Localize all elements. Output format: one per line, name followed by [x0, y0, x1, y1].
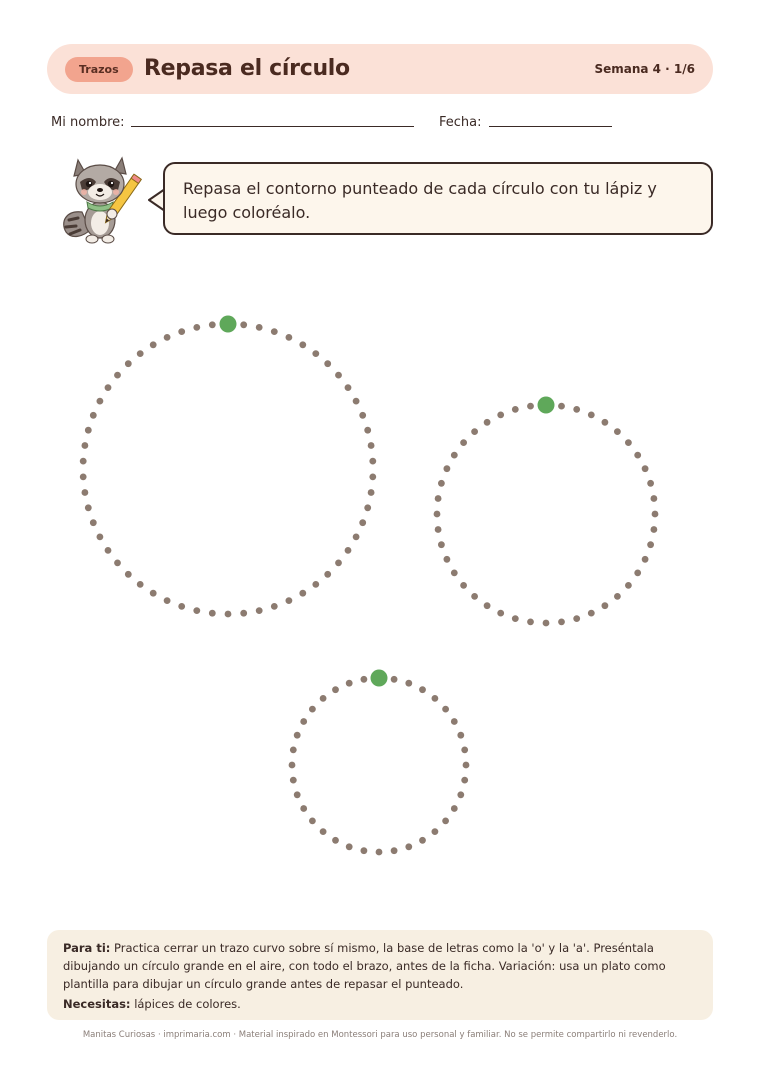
circle-large[interactable] — [80, 316, 376, 618]
trace-dot — [85, 427, 92, 434]
needs-text: lápices de colores. — [134, 997, 241, 1011]
trace-dot — [463, 762, 470, 769]
trace-dot — [353, 398, 360, 405]
trace-dot — [602, 419, 609, 426]
trace-dot — [80, 474, 87, 481]
para-ti-text: Practica cerrar un trazo curvo sobre sí mismo, la base de letras como la 'o' y la 'a'. Preséntala dibujando un círculo grande en el aire, con todo el brazo, antes de la ficha. Variación: usa un plato como plantilla para dibujar un círculo grande antes de repasar el punteado. — [63, 941, 666, 991]
trace-dot — [85, 504, 92, 511]
trace-dot — [368, 489, 375, 496]
trace-dot — [290, 747, 297, 754]
trace-dot — [451, 805, 458, 812]
trace-dot — [324, 360, 331, 367]
date-label: Fecha: — [439, 115, 482, 130]
trace-dot — [444, 556, 451, 563]
date-line[interactable] — [489, 126, 612, 127]
trace-dot — [290, 777, 297, 784]
trace-dot — [451, 570, 458, 577]
trace-dot — [82, 442, 89, 449]
page-title: Repasa el círculo — [144, 56, 350, 81]
trace-dot — [438, 480, 445, 487]
trace-dot — [364, 504, 371, 511]
trace-dot — [625, 439, 632, 446]
trace-dot — [209, 321, 216, 328]
trace-dot — [457, 732, 464, 739]
trace-dot — [642, 556, 649, 563]
trace-dot — [178, 328, 185, 335]
trace-dot — [271, 328, 278, 335]
trace-dot — [497, 412, 504, 419]
trace-dot — [299, 590, 306, 597]
trace-dot — [125, 360, 132, 367]
trace-dot — [527, 403, 534, 410]
trace-dot — [361, 847, 368, 854]
trace-dot — [312, 350, 319, 357]
trace-dot — [150, 341, 157, 348]
trace-dot — [320, 828, 327, 835]
circle-small[interactable] — [289, 670, 470, 856]
trace-dot — [225, 611, 232, 618]
trace-dot — [457, 791, 464, 798]
trace-dot — [527, 619, 534, 626]
trace-dot — [512, 615, 519, 622]
trace-dot — [80, 458, 87, 465]
bubble-tail-joint — [165, 188, 169, 210]
trace-dot — [438, 541, 445, 548]
trace-dot — [125, 571, 132, 578]
trace-dot — [309, 818, 316, 825]
trace-dot — [345, 384, 352, 391]
trace-dot — [164, 597, 171, 604]
trace-dot — [105, 547, 112, 554]
trace-dot — [444, 465, 451, 472]
trace-dot — [335, 560, 342, 567]
trace-dot — [359, 412, 366, 419]
trace-dot — [150, 590, 157, 597]
trace-dot — [625, 582, 632, 589]
trace-dot — [405, 843, 412, 850]
name-label: Mi nombre: — [51, 115, 125, 130]
trace-dot — [324, 571, 331, 578]
trace-dot — [651, 495, 658, 502]
trace-dot — [299, 341, 306, 348]
trace-dot — [353, 534, 360, 541]
trace-dot — [90, 519, 97, 526]
header-band — [47, 44, 713, 94]
trace-dot — [451, 718, 458, 725]
trace-dot — [471, 593, 478, 600]
trace-dot — [300, 805, 307, 812]
trace-dot — [405, 680, 412, 687]
trace-dot — [294, 791, 301, 798]
week-indicator: Semana 4 · 1/6 — [594, 62, 695, 76]
trace-dot — [240, 610, 247, 617]
trace-dot — [419, 837, 426, 844]
trace-dot — [512, 406, 519, 413]
trace-dot — [368, 442, 375, 449]
needs-label: Necesitas: — [63, 997, 131, 1011]
trace-dot — [312, 581, 319, 588]
trace-dot — [320, 695, 327, 702]
instruction-text: Repasa el contorno punteado de cada círculo con tu lápiz y luego coloréalo. — [183, 179, 657, 222]
trace-dot — [97, 398, 104, 405]
trace-dot — [432, 695, 439, 702]
trace-dot — [289, 762, 296, 769]
trace-dot — [434, 511, 441, 518]
trace-dot — [359, 519, 366, 526]
start-point-marker[interactable] — [220, 316, 237, 333]
trace-dot — [335, 372, 342, 379]
trace-dot — [240, 321, 247, 328]
trace-dot — [90, 412, 97, 419]
needs-paragraph — [63, 995, 697, 1013]
trace-dot — [300, 718, 307, 725]
trace-dot — [647, 480, 654, 487]
footer-credits: Manitas Curiosas · imprimaria.com · Material inspirado en Montessori para uso personal y familiar. No se permite compartirlo ni revenderlo. — [82, 1030, 678, 1040]
instruction-bubble — [163, 162, 713, 235]
trace-dot — [419, 686, 426, 693]
trace-dot — [461, 747, 468, 754]
trace-dot — [558, 403, 565, 410]
trace-dot — [345, 547, 352, 554]
raccoon-mascot-icon — [60, 150, 145, 248]
trace-dot — [588, 412, 595, 419]
trace-dot — [391, 676, 398, 683]
trace-dot — [332, 686, 339, 693]
trace-dot — [614, 428, 621, 435]
trace-dot — [209, 610, 216, 617]
start-point-marker[interactable] — [538, 397, 555, 414]
trace-dot — [97, 534, 104, 541]
trace-dot — [332, 837, 339, 844]
circle-medium[interactable] — [434, 397, 659, 627]
trace-dot — [346, 843, 353, 850]
trace-dot — [294, 732, 301, 739]
trace-dot — [435, 526, 442, 533]
trace-dot — [256, 324, 263, 331]
trace-dot — [364, 427, 371, 434]
start-point-marker[interactable] — [371, 670, 388, 687]
trace-dot — [614, 593, 621, 600]
trace-dot — [634, 452, 641, 459]
trace-dot — [460, 582, 467, 589]
trace-dot — [442, 818, 449, 825]
trace-dot — [558, 619, 565, 626]
trace-dot — [543, 620, 550, 627]
trace-dot — [573, 615, 580, 622]
trace-dot — [647, 541, 654, 548]
trace-dot — [451, 452, 458, 459]
trace-dot — [573, 406, 580, 413]
trace-dot — [634, 570, 641, 577]
trace-dot — [286, 334, 293, 341]
trace-dot — [376, 849, 383, 856]
trace-dot — [286, 597, 293, 604]
parent-note-box — [47, 930, 713, 1020]
trace-dot — [369, 474, 376, 481]
category-tag: Trazos — [65, 57, 133, 82]
trace-dot — [642, 465, 649, 472]
trace-dot — [442, 706, 449, 713]
trace-dot — [346, 680, 353, 687]
trace-dot — [164, 334, 171, 341]
trace-dot — [471, 428, 478, 435]
para-ti-paragraph — [63, 939, 697, 993]
trace-dot — [460, 439, 467, 446]
trace-dot — [105, 384, 112, 391]
trace-dot — [432, 828, 439, 835]
trace-dot — [497, 610, 504, 617]
trace-dot — [114, 560, 121, 567]
trace-dot — [484, 419, 491, 426]
trace-dot — [256, 607, 263, 614]
trace-dot — [461, 777, 468, 784]
trace-dot — [602, 602, 609, 609]
trace-dot — [137, 581, 144, 588]
trace-dot — [137, 350, 144, 357]
name-line[interactable] — [131, 126, 414, 127]
trace-dot — [178, 603, 185, 610]
trace-dot — [588, 610, 595, 617]
trace-dot — [652, 511, 659, 518]
trace-dot — [271, 603, 278, 610]
trace-dot — [435, 495, 442, 502]
trace-dot — [651, 526, 658, 533]
trace-dot — [82, 489, 89, 496]
trace-dot — [484, 602, 491, 609]
trace-dot — [193, 607, 200, 614]
trace-dot — [361, 676, 368, 683]
para-ti-label: Para ti: — [63, 941, 111, 955]
trace-dot — [369, 458, 376, 465]
trace-dot — [114, 372, 121, 379]
trace-dot — [193, 324, 200, 331]
trace-dot — [391, 847, 398, 854]
trace-dot — [309, 706, 316, 713]
